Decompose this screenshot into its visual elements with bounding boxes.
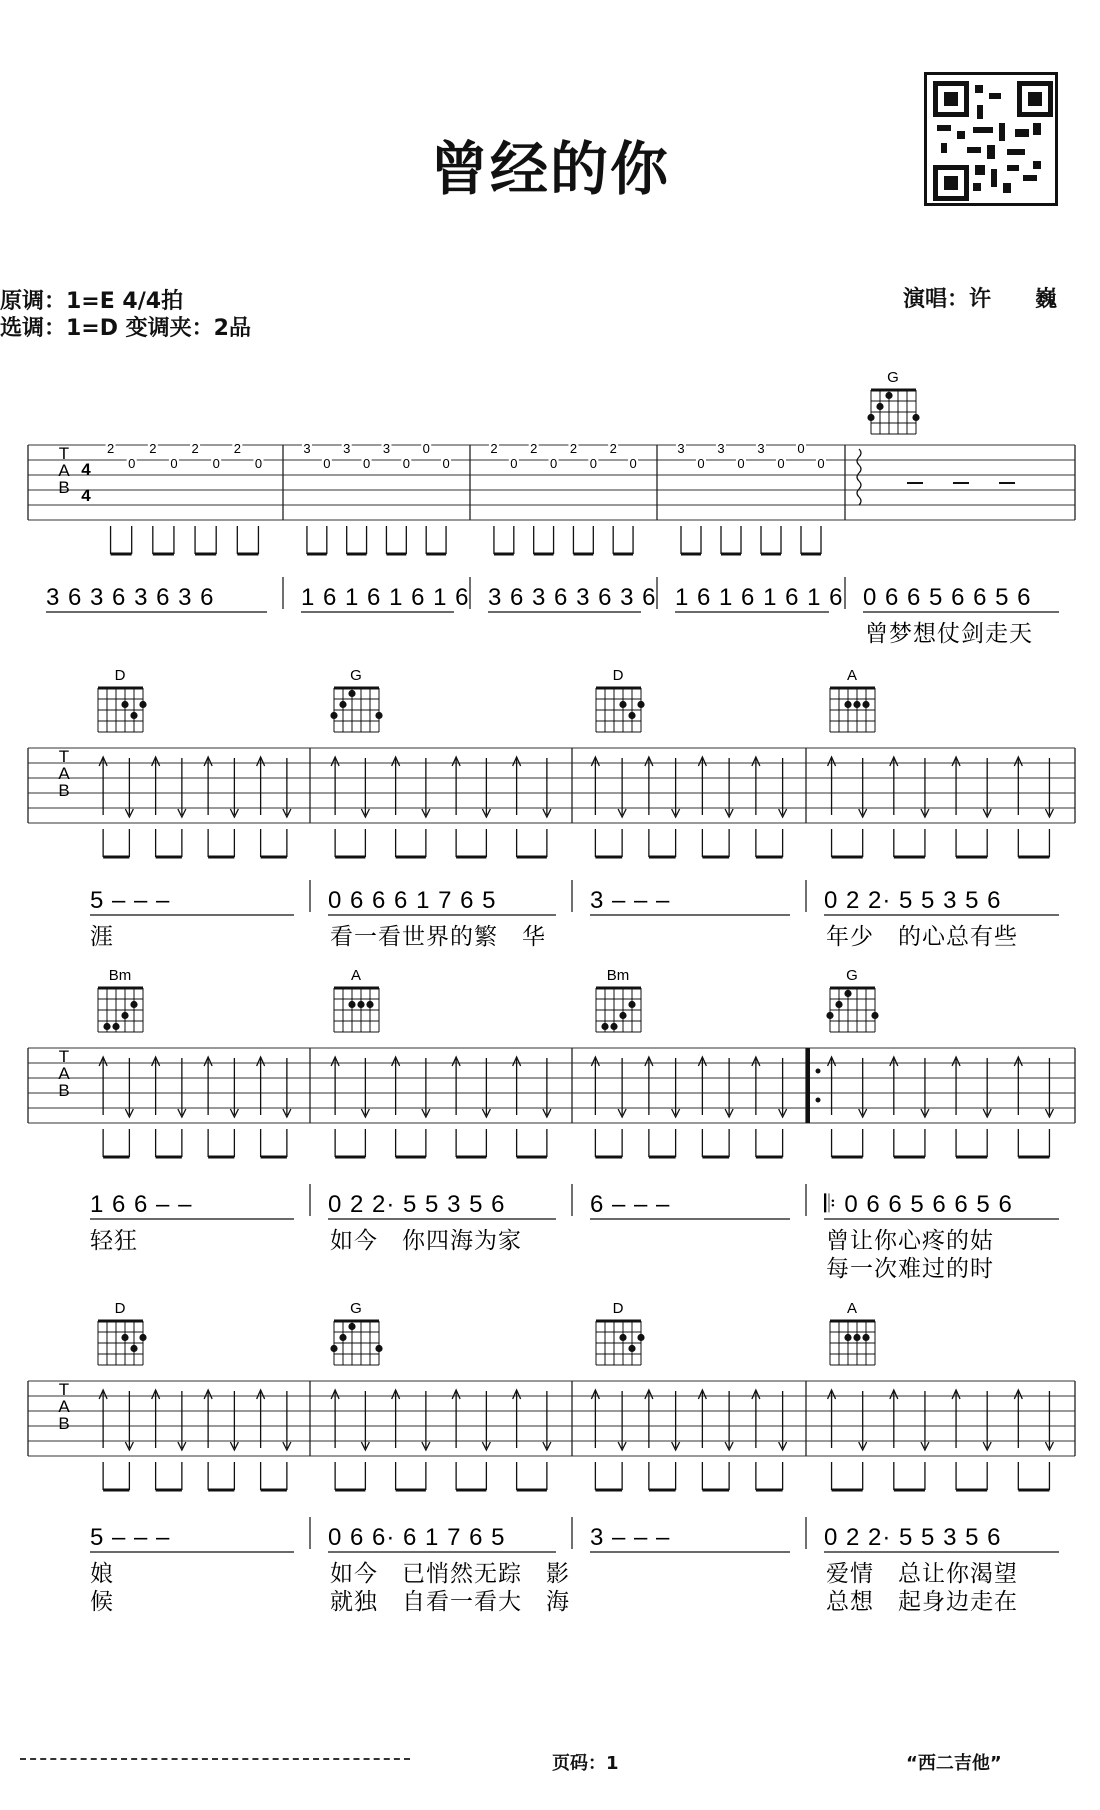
tab-fret-number: 0 — [629, 456, 637, 471]
tab-fret-number: 0 — [362, 456, 371, 471]
tab-fret-number: 0 — [254, 456, 263, 471]
chord-dot — [862, 701, 869, 708]
chord-dot — [628, 1001, 635, 1008]
tab-fret-number: 2 — [233, 441, 241, 456]
tab-clef-letter: B — [58, 1414, 70, 1433]
chord-dot — [835, 1001, 842, 1008]
chord-dot — [601, 1023, 608, 1030]
tab-fret-number: 0 — [128, 456, 136, 471]
jianpu-measure: 5 – – – — [90, 887, 171, 914]
chord-dot — [628, 712, 635, 719]
chord-dot — [139, 701, 146, 708]
chord-dot — [637, 1334, 644, 1341]
lyric-line-1: 曾梦想仗剑走天 — [865, 620, 1033, 646]
brand-label: “西二吉他” — [906, 1753, 1002, 1774]
lyric-line-2: 就独 自看一看大 海 — [330, 1588, 570, 1614]
tab-fret-number: 0 — [442, 456, 450, 471]
chord-name: D — [612, 667, 624, 684]
chord-dot — [375, 712, 382, 719]
chord-dot — [375, 1345, 382, 1352]
singer: 演唱：许 巍 — [903, 287, 1058, 312]
tab-fret-number: 3 — [757, 441, 765, 456]
tab-clef-letter: A — [58, 1397, 70, 1416]
chord-dot — [112, 1023, 119, 1030]
chord-dot — [121, 1334, 128, 1341]
tab-fret-number: 2 — [569, 441, 578, 456]
lyric-line-2: 每一次难过的时 — [826, 1255, 994, 1281]
chord-dot — [885, 392, 892, 399]
tab-fret-number: 2 — [191, 441, 199, 456]
jianpu-measure: 3 6 3 6 3 6 3 6 — [488, 584, 657, 611]
tab-clef-letter: A — [58, 764, 70, 783]
tab-clef-letter: T — [58, 1047, 70, 1066]
jianpu-measure: 0 6 6 5 6 6 5 6 — [863, 584, 1032, 611]
chord-dot — [826, 1012, 833, 1019]
footer-divider — [20, 1758, 410, 1762]
jianpu-measure: 0 2 2· 5 5 3 5 6 — [328, 1191, 506, 1218]
tab-fret-number: 2 — [490, 441, 498, 456]
lyric-line-1: 年少 的心总有些 — [826, 923, 1018, 949]
chord-dot — [871, 1012, 878, 1019]
time-sig-bottom: 4 — [81, 486, 91, 505]
tab-clef-letter: A — [58, 461, 70, 480]
chord-dot — [867, 414, 874, 421]
chord-dot — [610, 1023, 617, 1030]
chord-dot — [844, 1334, 851, 1341]
chord-dot — [619, 1012, 626, 1019]
chord-name: D — [114, 1300, 126, 1317]
chord-name: G — [887, 369, 899, 386]
tab-fret-number: 0 — [777, 456, 785, 471]
tab-fret-number: 0 — [589, 456, 597, 471]
jianpu-measure: 5 – – – — [90, 1524, 171, 1551]
tab-fret-number: 0 — [817, 456, 825, 471]
tab-clef-letter: T — [58, 1380, 70, 1399]
lyric-line-1: 涯 — [90, 923, 114, 949]
tab-fret-number: 2 — [106, 441, 115, 456]
jianpu-measure: 3 – – – — [590, 1524, 671, 1551]
lyric-line-1: 爱情 总让你渴望 — [826, 1560, 1018, 1586]
chord-dot — [637, 701, 644, 708]
tab-fret-number: 0 — [323, 456, 331, 471]
chord-dot — [912, 414, 919, 421]
tab-fret-number: 2 — [149, 441, 157, 456]
jianpu-measure: 3 6 3 6 3 6 3 6 — [46, 584, 215, 611]
chord-dot — [348, 690, 355, 697]
tab-fret-number: 3 — [717, 441, 725, 456]
chord-name: A — [846, 1300, 858, 1317]
chord-dot — [339, 701, 346, 708]
tab-fret-number: 2 — [609, 441, 617, 456]
tab-clef-letter: B — [58, 1081, 70, 1100]
tab-clef-letter: B — [58, 478, 70, 497]
chord-dot — [121, 701, 128, 708]
chord-dot — [853, 701, 860, 708]
tab-clef-letter: T — [58, 747, 70, 766]
tab-fret-number: 0 — [549, 456, 558, 471]
chord-dot — [348, 1001, 355, 1008]
chord-name: A — [846, 667, 858, 684]
chord-dot — [348, 1323, 355, 1330]
chord-dot — [844, 701, 851, 708]
chord-dot — [619, 1334, 626, 1341]
chord-name: D — [114, 667, 126, 684]
tab-clef-letter: B — [58, 781, 70, 800]
tab-clef-letter: T — [58, 444, 70, 463]
lyric-line-1: 如今 已悄然无踪 影 — [330, 1560, 570, 1586]
repeat-dot — [816, 1069, 821, 1074]
chord-dot — [876, 403, 883, 410]
lyric-line-2: 候 — [90, 1588, 114, 1614]
tab-fret-number: 0 — [170, 456, 178, 471]
chord-name: D — [612, 1300, 624, 1317]
chord-dot — [330, 712, 337, 719]
chord-name: Bm — [108, 967, 132, 984]
song-title: 曾经的你 — [429, 135, 670, 203]
chord-dot — [366, 1001, 373, 1008]
page-number: 页码：1 — [552, 1753, 619, 1774]
lyric-line-1: 曾让你心疼的姑 — [826, 1227, 994, 1253]
lyric-line-1: 轻狂 — [90, 1227, 138, 1253]
tab-fret-number: 0 — [697, 456, 705, 471]
jianpu-measure: 0 2 2· 5 5 3 5 6 — [824, 887, 1002, 914]
jianpu-measure: 1 6 1 6 1 6 1 6 — [675, 584, 844, 611]
chord-name: G — [846, 967, 858, 984]
tab-clef-letter: A — [58, 1064, 70, 1083]
jianpu-measure: 3 – – – — [590, 887, 671, 914]
repeat-dot — [816, 1098, 821, 1103]
tab-fret-number: 0 — [402, 456, 410, 471]
chord-name: G — [350, 1300, 362, 1317]
tab-fret-number: 3 — [303, 441, 311, 456]
jianpu-measure: 𝄆 0 6 6 5 6 6 5 6 — [824, 1191, 1013, 1218]
chord-dot — [130, 1001, 137, 1008]
chord-dot — [357, 1001, 364, 1008]
chord-dot — [330, 1345, 337, 1352]
chord-dot — [844, 990, 851, 997]
lyric-line-1: 娘 — [90, 1560, 114, 1586]
chord-dot — [339, 1334, 346, 1341]
tab-fret-number: 3 — [677, 441, 685, 456]
chord-dot — [103, 1023, 110, 1030]
lyric-line-1: 看一看世界的繁 华 — [330, 923, 546, 949]
jianpu-measure: 1 6 1 6 1 6 1 6 — [301, 584, 470, 611]
chord-dot — [130, 712, 137, 719]
chord-name: G — [350, 667, 362, 684]
chord-dot — [139, 1334, 146, 1341]
jianpu-measure: 6 – – – — [590, 1191, 671, 1218]
play-key: 选调：1=D 变调夹：2品 — [0, 316, 251, 341]
chord-dot — [862, 1334, 869, 1341]
tab-fret-number: 3 — [382, 441, 391, 456]
chord-dot — [121, 1012, 128, 1019]
jianpu-measure: 1 6 6 – – — [90, 1191, 193, 1218]
original-key: 原调：1=E 4/4拍 — [0, 289, 184, 314]
tab-fret-number: 0 — [422, 441, 430, 456]
chord-name: A — [350, 967, 362, 984]
chord-dot — [853, 1334, 860, 1341]
time-sig-top: 4 — [81, 460, 91, 479]
arpeggio-roll — [857, 449, 861, 505]
lyric-line-2: 总想 起身边走在 — [826, 1588, 1018, 1614]
chord-name: Bm — [606, 967, 630, 984]
jianpu-measure: 0 2 2· 5 5 3 5 6 — [824, 1524, 1002, 1551]
tab-fret-number: 0 — [797, 441, 805, 456]
tab-fret-number: 0 — [737, 456, 745, 471]
tab-fret-number: 0 — [510, 456, 518, 471]
tab-fret-number: 2 — [530, 441, 538, 456]
chord-dot — [628, 1345, 635, 1352]
jianpu-measure: 0 6 6· 6 1 7 6 5 — [328, 1524, 506, 1551]
tab-fret-number: 3 — [343, 441, 351, 456]
chord-dot — [130, 1345, 137, 1352]
tab-fret-number: 0 — [212, 456, 220, 471]
chord-dot — [619, 701, 626, 708]
jianpu-measure: 0 6 6 6 1 7 6 5 — [328, 887, 497, 914]
lyric-line-1: 如今 你四海为家 — [330, 1227, 522, 1253]
